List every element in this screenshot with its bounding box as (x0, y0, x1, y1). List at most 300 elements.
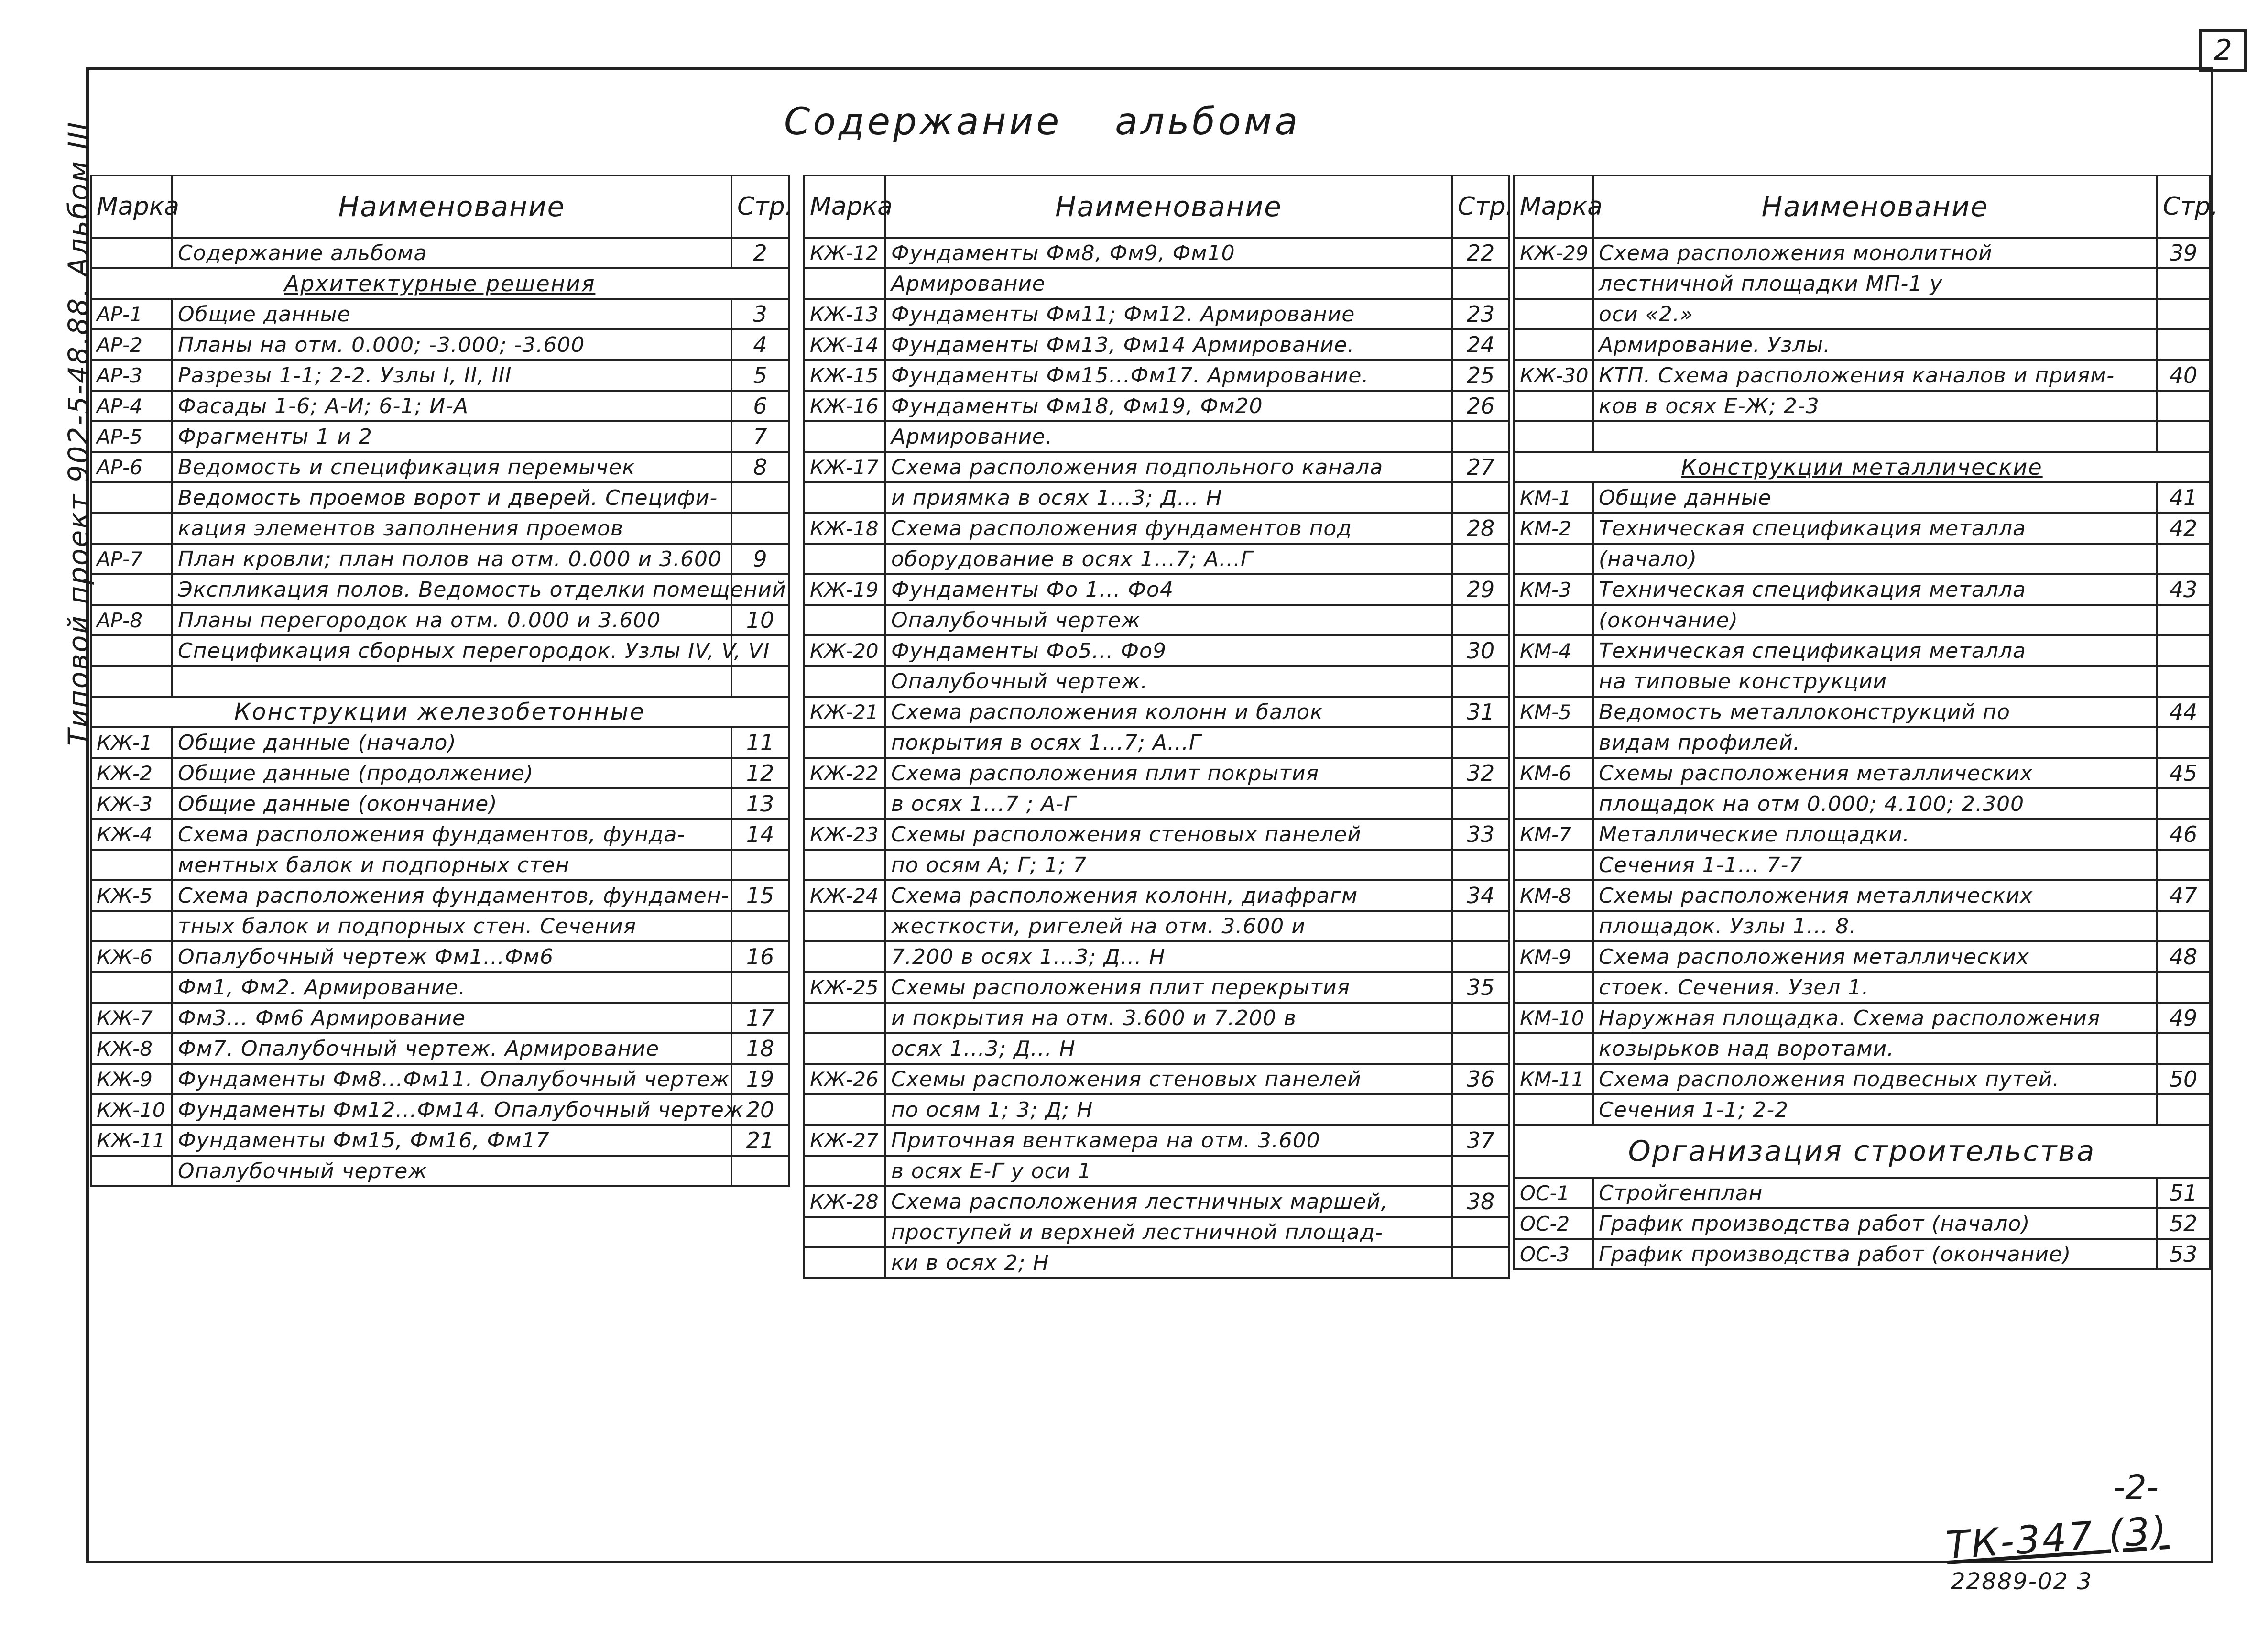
row-page (2157, 421, 2210, 452)
table-row (804, 1217, 1509, 1247)
row-page: 35 (1452, 972, 1509, 1003)
row-mark (91, 850, 172, 880)
row-name: Техническая спецификация металла (1593, 574, 2157, 605)
row-name: оборудование в осях 1...7; А...Г (885, 544, 1452, 574)
row-page: 42 (2157, 513, 2210, 544)
table-row (91, 819, 789, 850)
row-mark (804, 1217, 885, 1247)
row-page: 15 (731, 880, 789, 911)
table-row (91, 1094, 789, 1125)
table-row (1514, 1208, 2210, 1239)
row-page: 39 (2157, 238, 2210, 268)
row-name: лестничной площадки МП-1 у (1593, 268, 2157, 299)
row-page: 28 (1452, 513, 1509, 544)
row-mark (91, 1156, 172, 1186)
header-mark: Марка (1514, 175, 1593, 238)
row-page: 3 (731, 299, 789, 329)
row-name: кация элементов заполнения проемов (172, 513, 731, 544)
row-page (731, 482, 789, 513)
table-row (804, 1125, 1509, 1156)
row-page: 37 (1452, 1125, 1509, 1156)
row-name: Схема расположения подпольного канала (885, 452, 1452, 482)
row-page: 8 (731, 452, 789, 482)
table-row (91, 666, 789, 697)
row-mark: КЖ-22 (804, 758, 885, 788)
row-mark (804, 421, 885, 452)
row-page (1452, 727, 1509, 758)
row-page (1452, 482, 1509, 513)
row-name: на типовые конструкции (1593, 666, 2157, 697)
row-page: 40 (2157, 360, 2210, 391)
row-name: Металлические площадки. (1593, 819, 2157, 850)
table-row (804, 452, 1509, 482)
row-mark (1514, 727, 1593, 758)
row-name: Схема расположения колонн и балок (885, 697, 1452, 727)
table-row (1514, 1033, 2210, 1064)
row-page: 7 (731, 421, 789, 452)
table-row (804, 513, 1509, 544)
row-mark: АР-2 (91, 329, 172, 360)
table-row (804, 788, 1509, 819)
row-mark (91, 574, 172, 605)
table-row (91, 1033, 789, 1064)
row-page: 6 (731, 391, 789, 421)
row-page: 18 (731, 1033, 789, 1064)
archive-stamp: ТК-347 (3) (1944, 1508, 2170, 1568)
row-mark: КЖ-17 (804, 452, 885, 482)
table-row (804, 1247, 1509, 1278)
header-name: Наименование (172, 175, 731, 238)
row-name: тных балок и подпорных стен. Сечения (172, 911, 731, 941)
row-name: Схемы расположения стеновых панелей (885, 1064, 1452, 1094)
table-row (91, 482, 789, 513)
row-page (2157, 635, 2210, 666)
table-body (1514, 238, 2210, 1269)
table-row (91, 788, 789, 819)
table-body (91, 238, 789, 1186)
row-mark (804, 1003, 885, 1033)
row-page: 41 (2157, 482, 2210, 513)
row-page: 49 (2157, 1003, 2210, 1033)
row-page (1452, 1156, 1509, 1186)
row-mark: АР-5 (91, 421, 172, 452)
row-mark: КЖ-16 (804, 391, 885, 421)
row-mark: КЖ-25 (804, 972, 885, 1003)
row-name: жесткости, ригелей на отм. 3.600 и (885, 911, 1452, 941)
row-mark: АР-4 (91, 391, 172, 421)
album-title: Содержание альбома (784, 100, 1301, 143)
row-name (1593, 421, 2157, 452)
row-name: Фундаменты Фо5... Фо9 (885, 635, 1452, 666)
row-mark: КЖ-6 (91, 941, 172, 972)
row-mark: КЖ-10 (91, 1094, 172, 1125)
row-mark: КМ-8 (1514, 880, 1593, 911)
table-row (804, 391, 1509, 421)
table-row (804, 880, 1509, 911)
row-name: Содержание альбома (172, 238, 731, 268)
row-page: 50 (2157, 1064, 2210, 1094)
row-name: Схемы расположения стеновых панелей (885, 819, 1452, 850)
row-mark: КЖ-3 (91, 788, 172, 819)
table-row (804, 268, 1509, 299)
row-name: Схема расположения фундаментов, фунда- (172, 819, 731, 850)
row-page: 43 (2157, 574, 2210, 605)
row-name: Наружная площадка. Схема расположения (1593, 1003, 2157, 1033)
header-name: Наименование (1593, 175, 2157, 238)
row-mark (804, 1156, 885, 1186)
row-mark: КЖ-4 (91, 819, 172, 850)
row-name: по осям 1; 3; Д; Н (885, 1094, 1452, 1125)
row-name (172, 666, 731, 697)
row-page: 12 (731, 758, 789, 788)
table-row (1514, 1064, 2210, 1094)
table-row (1514, 911, 2210, 941)
table-row (91, 941, 789, 972)
table-row (804, 819, 1509, 850)
row-page: 52 (2157, 1208, 2210, 1239)
row-mark: КЖ-21 (804, 697, 885, 727)
row-mark: КЖ-24 (804, 880, 885, 911)
row-mark: КЖ-28 (804, 1186, 885, 1217)
row-page: 9 (731, 544, 789, 574)
table-row (91, 360, 789, 391)
row-page (2157, 972, 2210, 1003)
row-name: Опалубочный чертеж (885, 605, 1452, 635)
section-heading: Архитектурные решения (91, 268, 789, 299)
table-row (91, 697, 789, 727)
row-page (2157, 1094, 2210, 1125)
table-row (1514, 727, 2210, 758)
row-mark: КЖ-5 (91, 880, 172, 911)
row-page: 51 (2157, 1178, 2210, 1208)
row-page (1452, 1217, 1509, 1247)
row-page: 45 (2157, 758, 2210, 788)
table-row (91, 1125, 789, 1156)
row-page: 23 (1452, 299, 1509, 329)
table-row (1514, 605, 2210, 635)
table-row (804, 635, 1509, 666)
row-page (1452, 788, 1509, 819)
row-name: Схема расположения фундаментов, фундамен- (172, 880, 731, 911)
row-name: Фм7. Опалубочный чертеж. Армирование (172, 1033, 731, 1064)
row-name: Ведомость проемов ворот и дверей. Специфи- (172, 482, 731, 513)
row-name: ков в осях Е-Ж; 2-3 (1593, 391, 2157, 421)
row-mark (804, 788, 885, 819)
section-heading: Конструкции металлические (1514, 452, 2210, 482)
row-mark (1514, 268, 1593, 299)
row-name: и приямка в осях 1...3; Д... Н (885, 482, 1452, 513)
row-mark (804, 1033, 885, 1064)
row-mark: КЖ-15 (804, 360, 885, 391)
row-page (1452, 850, 1509, 880)
table-row (1514, 1094, 2210, 1125)
row-page: 30 (1452, 635, 1509, 666)
row-name: оси «2.» (1593, 299, 2157, 329)
row-name: Фундаменты Фм18, Фм19, Фм20 (885, 391, 1452, 421)
row-page (1452, 1247, 1509, 1278)
row-page (2157, 850, 2210, 880)
table-row (804, 605, 1509, 635)
row-page (2157, 666, 2210, 697)
row-mark (804, 911, 885, 941)
contents-table-3 (1513, 175, 2219, 1270)
table-row (91, 972, 789, 1003)
row-name: График производства работ (окончание) (1593, 1239, 2157, 1269)
row-page: 17 (731, 1003, 789, 1033)
row-page (2157, 299, 2210, 329)
row-name: Схема расположения фундаментов под (885, 513, 1452, 544)
row-page: 26 (1452, 391, 1509, 421)
table-row (804, 544, 1509, 574)
row-mark (91, 238, 172, 268)
table-row (804, 666, 1509, 697)
row-name: (окончание) (1593, 605, 2157, 635)
row-mark (1514, 329, 1593, 360)
table-row (1514, 1239, 2210, 1269)
row-mark (1514, 391, 1593, 421)
row-page: 14 (731, 819, 789, 850)
row-name: Схемы расположения металлических (1593, 758, 2157, 788)
row-page: 29 (1452, 574, 1509, 605)
row-name: Фундаменты Фо 1... Фо4 (885, 574, 1452, 605)
row-mark (804, 544, 885, 574)
row-page: 25 (1452, 360, 1509, 391)
table-row (1514, 238, 2210, 268)
table-row (91, 329, 789, 360)
table-row (91, 758, 789, 788)
row-page (731, 972, 789, 1003)
row-page: 27 (1452, 452, 1509, 482)
row-name: Фундаменты Фм13, Фм14 Армирование. (885, 329, 1452, 360)
row-mark: КЖ-26 (804, 1064, 885, 1094)
row-mark: КЖ-1 (91, 727, 172, 758)
header-page: Стр. (731, 175, 789, 238)
row-page (731, 666, 789, 697)
row-name: и покрытия на отм. 3.600 и 7.200 в (885, 1003, 1452, 1033)
row-mark (1514, 421, 1593, 452)
row-name: Фундаменты Фм8...Фм11. Опалубочный чертеж (172, 1064, 731, 1094)
table-body (804, 238, 1509, 1278)
table-row (804, 238, 1509, 268)
row-mark (91, 911, 172, 941)
contents-table-2 (803, 175, 1514, 1279)
row-mark (1514, 666, 1593, 697)
table-row (1514, 1178, 2210, 1208)
row-mark (804, 666, 885, 697)
row-name: Схема расположения колонн, диафрагм (885, 880, 1452, 911)
row-mark (91, 666, 172, 697)
row-mark (91, 972, 172, 1003)
row-name: в осях Е-Г у оси 1 (885, 1156, 1452, 1186)
table-row (804, 574, 1509, 605)
row-name: козырьков над воротами. (1593, 1033, 2157, 1064)
row-name: ментных балок и подпорных стен (172, 850, 731, 880)
row-page: 53 (2157, 1239, 2210, 1269)
row-page (2157, 391, 2210, 421)
row-name: Техническая спецификация металла (1593, 513, 2157, 544)
row-page: 21 (731, 1125, 789, 1156)
table-row (91, 727, 789, 758)
table-row (1514, 1003, 2210, 1033)
row-page: 38 (1452, 1186, 1509, 1217)
header-mark: Марка (804, 175, 885, 238)
row-name: Сечения 1-1... 7-7 (1593, 850, 2157, 880)
row-mark (91, 482, 172, 513)
row-mark (804, 268, 885, 299)
row-page: 19 (731, 1064, 789, 1094)
table-row (1514, 880, 2210, 911)
row-page (731, 1156, 789, 1186)
row-page: 31 (1452, 697, 1509, 727)
row-name: видам профилей. (1593, 727, 2157, 758)
table-row (91, 268, 789, 299)
table-row (1514, 819, 2210, 850)
row-mark (1514, 788, 1593, 819)
row-name: Экспликация полов. Ведомость отделки помещений (172, 574, 731, 605)
table-row (1514, 452, 2210, 482)
row-name: Ведомость металлоконструкций по (1593, 697, 2157, 727)
row-mark: АР-6 (91, 452, 172, 482)
table-row (91, 299, 789, 329)
row-name: Схема расположения лестничных маршей, (885, 1186, 1452, 1217)
row-name: Опалубочный чертеж (172, 1156, 731, 1186)
table-row (1514, 941, 2210, 972)
row-mark: КЖ-14 (804, 329, 885, 360)
row-name: График производства работ (начало) (1593, 1208, 2157, 1239)
row-mark: КМ-11 (1514, 1064, 1593, 1094)
row-page (2157, 1033, 2210, 1064)
row-mark: АР-1 (91, 299, 172, 329)
doc-code: 22889-02 3 (1951, 1568, 2093, 1595)
row-mark (804, 605, 885, 635)
row-name: Схема расположения монолитной (1593, 238, 2157, 268)
table-row (91, 911, 789, 941)
row-page (2157, 788, 2210, 819)
row-mark: КЖ-11 (91, 1125, 172, 1156)
table-row (804, 1094, 1509, 1125)
row-page (2157, 268, 2210, 299)
table-row (1514, 421, 2210, 452)
table-row (1514, 299, 2210, 329)
row-page (731, 850, 789, 880)
header-name: Наименование (885, 175, 1452, 238)
row-name: площадок на отм 0.000; 4.100; 2.300 (1593, 788, 2157, 819)
row-mark: КЖ-23 (804, 819, 885, 850)
row-page: 33 (1452, 819, 1509, 850)
row-page (2157, 329, 2210, 360)
table-row (804, 727, 1509, 758)
row-page (731, 911, 789, 941)
row-page: 47 (2157, 880, 2210, 911)
row-mark: ОС-3 (1514, 1239, 1593, 1269)
row-name: 7.200 в осях 1...3; Д... Н (885, 941, 1452, 972)
row-mark: КМ-4 (1514, 635, 1593, 666)
row-mark (91, 513, 172, 544)
row-mark (1514, 544, 1593, 574)
row-name: Спецификация сборных перегородок. Узлы IV, V, VI (172, 635, 731, 666)
row-page: 36 (1452, 1064, 1509, 1094)
table-row (1514, 972, 2210, 1003)
table-row (1514, 758, 2210, 788)
row-page (1452, 544, 1509, 574)
row-name: Разрезы 1-1; 2-2. Узлы I, II, III (172, 360, 731, 391)
row-page (1452, 605, 1509, 635)
header-page: Стр. (1452, 175, 1509, 238)
table-row (804, 1003, 1509, 1033)
table-row (804, 329, 1509, 360)
table-row (804, 1186, 1509, 1217)
row-name: осях 1...3; Д... Н (885, 1033, 1452, 1064)
row-page: 16 (731, 941, 789, 972)
table-row (804, 758, 1509, 788)
row-page: 44 (2157, 697, 2210, 727)
row-mark: КМ-10 (1514, 1003, 1593, 1033)
row-page: 5 (731, 360, 789, 391)
row-mark (1514, 299, 1593, 329)
row-name: Схемы расположения плит перекрытия (885, 972, 1452, 1003)
row-mark: КЖ-19 (804, 574, 885, 605)
row-name: Схема расположения подвесных путей. (1593, 1064, 2157, 1094)
row-mark (804, 941, 885, 972)
table-row (1514, 544, 2210, 574)
row-mark (804, 482, 885, 513)
table-row (1514, 360, 2210, 391)
row-name: Схемы расположения металлических (1593, 880, 2157, 911)
row-name: Армирование. Узлы. (1593, 329, 2157, 360)
row-page: 10 (731, 605, 789, 635)
row-mark: КЖ-27 (804, 1125, 885, 1156)
table-row (804, 421, 1509, 452)
row-name: площадок. Узлы 1... 8. (1593, 911, 2157, 941)
table-row (804, 972, 1509, 1003)
row-page: 13 (731, 788, 789, 819)
row-page: 20 (731, 1094, 789, 1125)
table-row (91, 421, 789, 452)
row-mark: АР-8 (91, 605, 172, 635)
row-name: проступей и верхней лестничной площад- (885, 1217, 1452, 1247)
row-name: Опалубочный чертеж. (885, 666, 1452, 697)
section-heading: Конструкции железобетонные (91, 697, 789, 727)
row-page: 32 (1452, 758, 1509, 788)
row-mark: КЖ-2 (91, 758, 172, 788)
row-mark: ОС-2 (1514, 1208, 1593, 1239)
table-row (91, 452, 789, 482)
row-mark (1514, 972, 1593, 1003)
table-row (1514, 850, 2210, 880)
row-name: Стройгенплан (1593, 1178, 2157, 1208)
table-row (91, 880, 789, 911)
table-row (91, 513, 789, 544)
table-row (804, 941, 1509, 972)
row-name: Общие данные (окончание) (172, 788, 731, 819)
row-name: Планы на отм. 0.000; -3.000; -3.600 (172, 329, 731, 360)
row-page: 11 (731, 727, 789, 758)
row-page (1452, 1033, 1509, 1064)
table-row (1514, 574, 2210, 605)
row-mark: КЖ-30 (1514, 360, 1593, 391)
row-name: Фм3... Фм6 Армирование (172, 1003, 731, 1033)
row-page: 46 (2157, 819, 2210, 850)
row-mark: ОС-1 (1514, 1178, 1593, 1208)
row-page (1452, 268, 1509, 299)
header-mark: Марка (91, 175, 172, 238)
row-page: 48 (2157, 941, 2210, 972)
row-mark: КЖ-7 (91, 1003, 172, 1033)
row-name: Фасады 1-6; А-И; 6-1; И-А (172, 391, 731, 421)
section-heading: Организация строительства (1514, 1125, 2210, 1178)
row-mark: КМ-1 (1514, 482, 1593, 513)
row-mark (804, 1094, 885, 1125)
